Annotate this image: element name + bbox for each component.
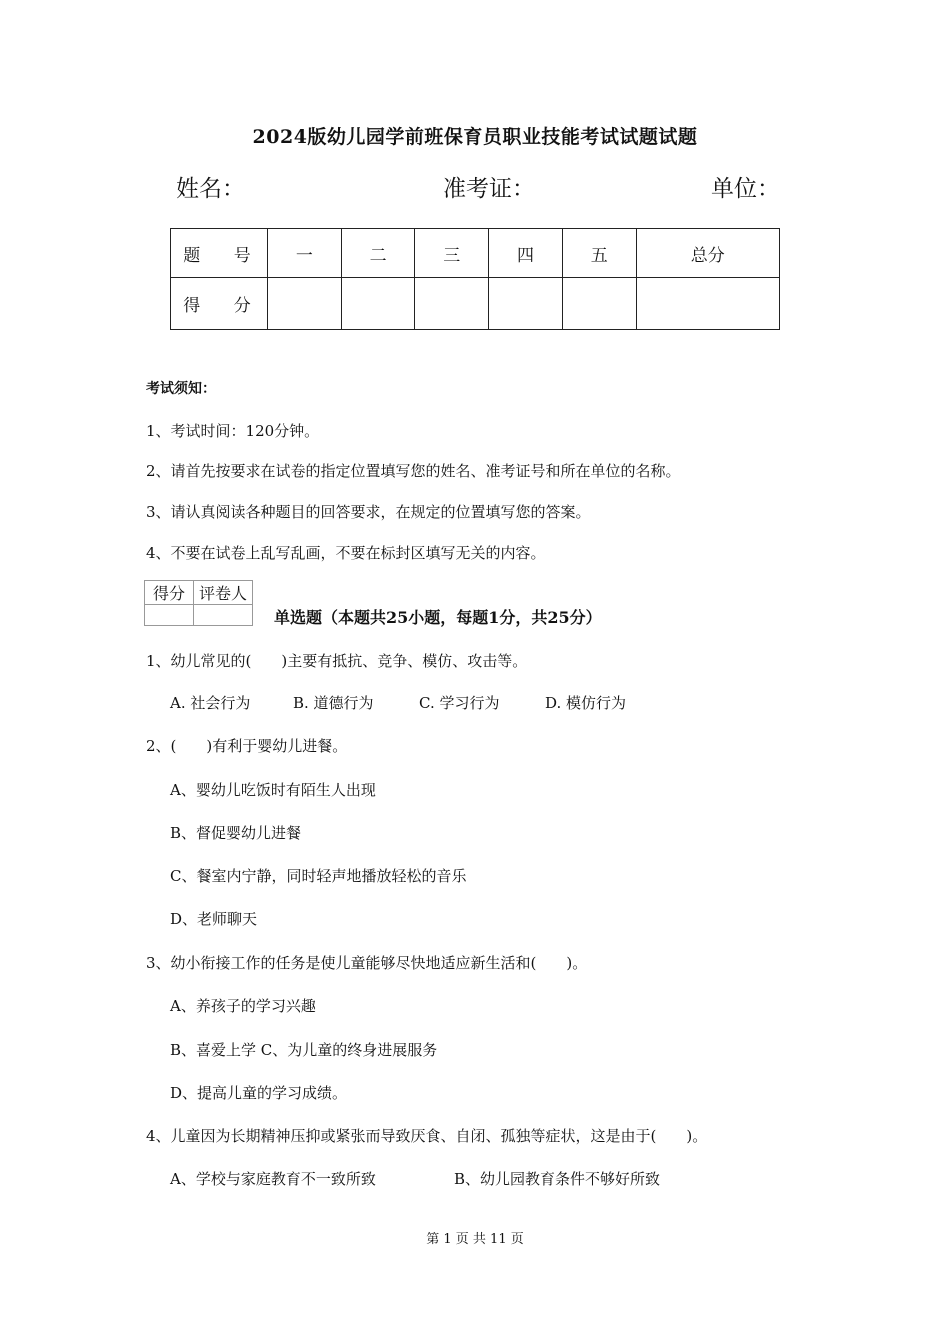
candidate-info-row [176,170,782,204]
section-title: 单选题（本题共25小题，每题1分，共25分） [274,608,602,627]
q2-option-a[interactable]: A、婴幼儿吃饭时有陌生人出现 [170,781,376,799]
score-row-label: 得 分 [171,278,268,330]
score-table-score-row [171,278,780,330]
section-4-score-cell[interactable] [489,278,563,330]
section-1-header: 一 [268,229,342,278]
q1-option-a[interactable]: A. 社会行为 [170,694,251,712]
question-1-options [170,692,626,713]
exam-note-4: 4、不要在试卷上乱写乱画，不要在标封区填写无关的内容。 [146,544,546,562]
exam-number-label: 准考证： [443,176,535,202]
section-5-header: 五 [562,229,636,278]
q1-option-d[interactable]: D. 模仿行为 [545,694,627,712]
question-1-stem: 1、幼儿常见的( )主要有抵抗、竞争、模仿、攻击等。 [146,652,528,670]
q3-option-a[interactable]: A、养孩子的学习兴趣 [170,997,316,1015]
total-score-header: 总分 [636,229,779,278]
score-table [170,228,780,330]
section-3-header: 三 [415,229,489,278]
grader-name-label: 评卷人 [194,581,253,605]
grader-score-label: 得分 [145,581,194,605]
grader-score-cell[interactable] [145,605,194,626]
question-4-stem: 4、儿童因为长期精神压抑或紧张而导致厌食、自闭、孤独等症状，这是由于( )。 [146,1127,708,1145]
exam-notes-heading: 考试须知： [146,381,216,397]
name-label: 姓名： [176,176,245,202]
q4-option-b[interactable]: B、幼儿园教育条件不够好所致 [454,1170,661,1188]
exam-note-1: 1、考试时间：120分钟。 [146,422,320,440]
q2-option-d[interactable]: D、老师聊天 [170,910,258,928]
section-2-score-cell[interactable] [341,278,415,330]
total-score-cell[interactable] [636,278,779,330]
grader-box [144,580,253,626]
section-3-score-cell[interactable] [415,278,489,330]
page-title: 2024版幼儿园学前班保育员职业技能考试试题试题 [252,126,698,148]
q1-option-b[interactable]: B. 道德行为 [293,694,374,712]
section-1-score-cell[interactable] [268,278,342,330]
q1-option-c[interactable]: C. 学习行为 [419,694,500,712]
section-2-header: 二 [341,229,415,278]
grader-name-cell[interactable] [194,605,253,626]
section-5-score-cell[interactable] [562,278,636,330]
unit-label: 单位： [711,176,780,202]
question-3-stem: 3、幼小衔接工作的任务是使儿童能够尽快地适应新生活和( )。 [146,954,588,972]
question-2-stem: 2、( )有利于婴幼儿进餐。 [146,737,348,755]
exam-note-3: 3、请认真阅读各种题目的回答要求，在规定的位置填写您的答案。 [146,503,591,521]
q3-option-d[interactable]: D、提高儿童的学习成绩。 [170,1084,348,1102]
page-footer: 第 1 页 共 11 页 [426,1232,524,1247]
q2-option-b[interactable]: B、督促婴幼儿进餐 [170,824,302,842]
score-table-header-row [171,229,780,278]
q2-option-c[interactable]: C、餐室内宁静，同时轻声地播放轻松的音乐 [170,867,467,885]
exam-note-2: 2、请首先按要求在试卷的指定位置填写您的姓名、准考证号和所在单位的名称。 [146,462,681,480]
question-number-header: 题 号 [171,229,268,278]
q3-option-b-c[interactable]: B、喜爱上学 C、为儿童的终身进展服务 [170,1041,438,1059]
q4-option-a[interactable]: A、学校与家庭教育不一致所致 [170,1170,376,1188]
section-4-header: 四 [489,229,563,278]
question-4-options [170,1168,660,1189]
